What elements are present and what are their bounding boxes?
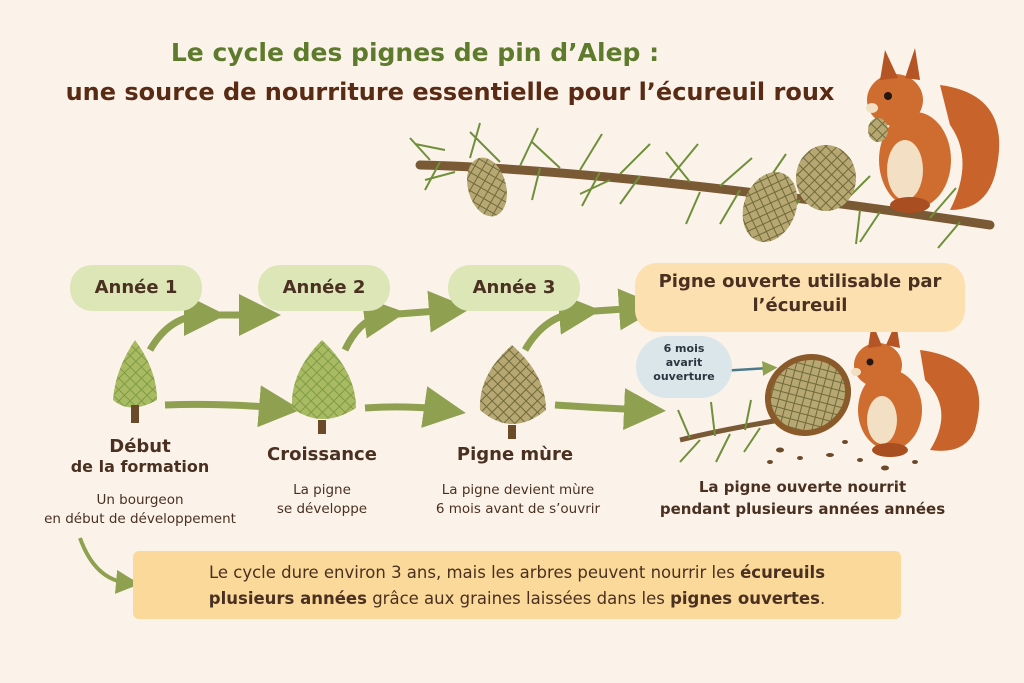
title-line1: Le cycle des pignes de pin d’Alep : bbox=[170, 38, 660, 67]
stage-desc-3-line2: 6 mois avant de s’ouvrir bbox=[435, 501, 601, 517]
stage-pill-year2: Année 2 bbox=[258, 265, 390, 311]
stage-pill-open-line2: l’écureuil bbox=[752, 295, 848, 316]
stage-desc-4 bbox=[635, 476, 970, 520]
stage-title-1-line2: de la formation bbox=[70, 457, 210, 476]
stage-desc-2 bbox=[242, 481, 402, 519]
stage-desc-3 bbox=[418, 481, 618, 519]
bubble-line3: ouverture bbox=[653, 370, 715, 383]
title-line2: une source de nourriture essentielle pour l’écureuil roux bbox=[65, 78, 835, 106]
stage-desc-1-line1: Un bourgeon bbox=[96, 492, 184, 508]
pine-cone-icon bbox=[113, 340, 157, 423]
stage-pill-year3: Année 3 bbox=[448, 265, 580, 311]
time-bubble bbox=[636, 336, 732, 398]
stage-desc-4-line2: pendant plusieurs années années bbox=[659, 500, 946, 518]
bubble-line2: avarit bbox=[665, 356, 703, 369]
summary-bold-1: écureuils bbox=[740, 563, 826, 582]
arrow-icon bbox=[150, 308, 645, 410]
stage-title-1-line1: Début bbox=[109, 436, 171, 457]
stage-title-3: Pigne mùre bbox=[456, 444, 574, 465]
squirrel-icon bbox=[851, 322, 979, 457]
summary-bold-2: plusieurs années bbox=[208, 589, 367, 608]
stage-pill-open-line1: Pigne ouverte utilisable par bbox=[658, 271, 942, 292]
stage-desc-2-line1: La pigne bbox=[293, 482, 351, 498]
arrow-icon bbox=[80, 538, 128, 583]
stage-pill-year1: Année 1 bbox=[70, 265, 202, 311]
stage-title-2: Croissance bbox=[267, 444, 377, 465]
summary-box bbox=[133, 551, 901, 619]
summary-text-3: . bbox=[819, 589, 826, 608]
summary-text-1: Le cycle dure environ 3 ans, mais les arbres peuvent nourrir les bbox=[208, 563, 741, 582]
squirrel-icon bbox=[866, 48, 999, 213]
pine-branch-illustration bbox=[678, 400, 780, 462]
summary-bold-3: pignes ouvertes bbox=[670, 589, 820, 608]
stage-pill-open bbox=[635, 263, 965, 332]
pine-cone-icon bbox=[750, 338, 866, 451]
stage-desc-4-line1: La pigne ouverte nourrit bbox=[698, 478, 907, 496]
summary-text-2: grâce aux graines laissées dans les bbox=[366, 589, 671, 608]
stage-title-1 bbox=[40, 436, 240, 476]
stage-desc-1 bbox=[25, 491, 255, 529]
pine-cone-icon bbox=[292, 340, 356, 434]
stage-desc-2-line2: se développe bbox=[276, 501, 368, 517]
stage-desc-3-line1: La pigne devient mùre bbox=[441, 482, 595, 498]
pine-cone-icon bbox=[480, 345, 546, 439]
bubble-line1: 6 mois bbox=[663, 342, 705, 355]
stage-desc-1-line2: en début de développement bbox=[44, 511, 236, 527]
